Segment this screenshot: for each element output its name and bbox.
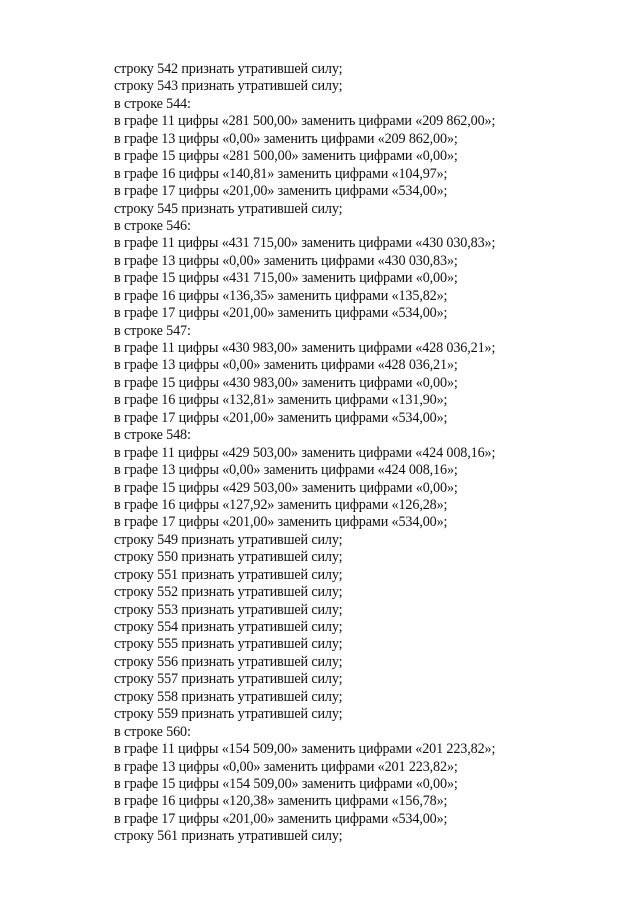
document-line: в графе 13 цифры «0,00» заменить цифрами «424 008,16»; [114, 462, 458, 479]
document-line: строку 556 признать утратившей силу; [114, 653, 343, 670]
document-line: в графе 16 цифры «120,38» заменить цифрами «156,78»; [114, 793, 448, 810]
document-line: строку 545 признать утратившей силу; [114, 200, 343, 217]
document-line: в графе 16 цифры «140,81» заменить цифрами «104,97»; [114, 165, 448, 182]
document-line: строку 542 признать утратившей силу; [114, 61, 343, 77]
document-line: в графе 15 цифры «430 983,00» заменить цифрами «0,00»; [114, 374, 458, 391]
document-line: строку 549 признать утратившей силу; [114, 531, 343, 548]
document-line: строку 555 признать утратившей силу; [114, 636, 343, 653]
document-line: строку 554 признать утратившей силу; [114, 619, 343, 635]
document-line: в графе 13 цифры «0,00» заменить цифрами «428 036,21»; [114, 357, 458, 374]
document-line: строку 550 признать утратившей силу; [114, 549, 343, 566]
document-line: в графе 16 цифры «136,35» заменить цифрами «135,82»; [114, 287, 448, 304]
document-line: в строке 548: [114, 427, 191, 444]
document-line: строку 559 признать утратившей силу; [114, 706, 343, 723]
document-line: в графе 17 цифры «201,00» заменить цифрами «534,00»; [114, 810, 448, 827]
document-line: строку 543 признать утратившей силу; [114, 78, 343, 95]
document-line: в графе 17 цифры «201,00» заменить цифрами «534,00»; [114, 183, 448, 200]
document-line: в графе 17 цифры «201,00» заменить цифрами «534,00»; [114, 305, 448, 322]
document-line: строку 558 признать утратившей силу; [114, 688, 343, 705]
document-line: в графе 11 цифры «431 715,00» заменить цифрами «430 030,83»; [114, 235, 496, 252]
document-line: в строке 560: [114, 723, 191, 740]
document-line: в графе 13 цифры «0,00» заменить цифрами «209 862,00»; [114, 130, 458, 147]
document-line: строку 553 признать утратившей силу; [114, 601, 343, 618]
document-line: строку 552 признать утратившей силу; [114, 584, 343, 601]
document-text [114, 61, 614, 846]
document-line: в строке 547: [114, 322, 191, 339]
document-line: в графе 15 цифры «281 500,00» заменить цифрами «0,00»; [114, 148, 458, 165]
document-line: в графе 13 цифры «0,00» заменить цифрами «430 030,83»; [114, 252, 458, 269]
document-line: строку 561 признать утратившей силу; [114, 828, 343, 845]
document-line: в графе 16 цифры «132,81» заменить цифрами «131,90»; [114, 392, 448, 409]
document-line: в графе 16 цифры «127,92» заменить цифрами «126,28»; [114, 496, 448, 513]
document-line: в графе 13 цифры «0,00» заменить цифрами «201 223,82»; [114, 758, 458, 775]
document-line: в графе 15 цифры «431 715,00» заменить цифрами «0,00»; [114, 270, 458, 287]
document-line: в строке 544: [114, 95, 191, 112]
document-line: в графе 17 цифры «201,00» заменить цифрами «534,00»; [114, 514, 448, 531]
document-line: в графе 17 цифры «201,00» заменить цифрами «534,00»; [114, 409, 448, 426]
document-line: в графе 15 цифры «429 503,00» заменить цифрами «0,00»; [114, 479, 458, 496]
document-line: в графе 11 цифры «281 500,00» заменить цифрами «209 862,00»; [114, 113, 496, 130]
document-line: в графе 11 цифры «154 509,00» заменить цифрами «201 223,82»; [114, 741, 496, 758]
document-line: в графе 15 цифры «154 509,00» заменить цифрами «0,00»; [114, 775, 458, 792]
document-line: строку 557 признать утратившей силу; [114, 671, 343, 688]
document-line: в графе 11 цифры «429 503,00» заменить цифрами «424 008,16»; [114, 444, 496, 461]
document-line: строку 551 признать утратившей силу; [114, 566, 343, 583]
document-line: в графе 11 цифры «430 983,00» заменить цифрами «428 036,21»; [114, 340, 496, 356]
document-line: в строке 546: [114, 217, 191, 234]
